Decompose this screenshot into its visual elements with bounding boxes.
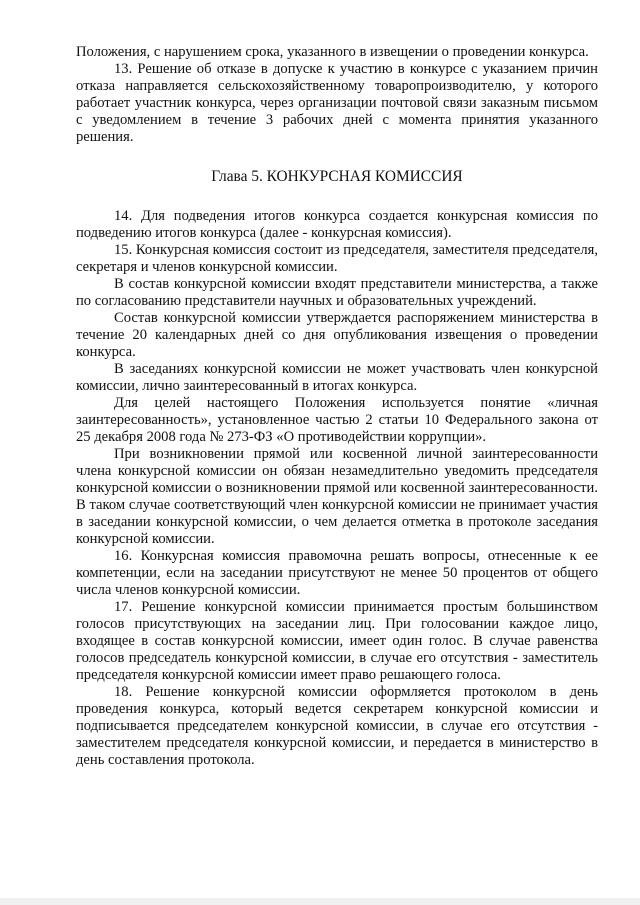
paragraph-continuation: Положения, с нарушением срока, указанного в извещении о проведении конкурса. xyxy=(76,44,589,60)
paragraph-13: 13. Решение об отказе в допуске к участию в конкурсе с указанием причин отказа направляется сельскохозяйственному товаропроизводителю, у которого работает участник конкурса, через организации почтовой связи заказным письмом с уведомлением в течение 3 рабочих дней с момента принятия указанного решения. xyxy=(76,61,598,145)
scan-bottom-edge xyxy=(0,898,640,905)
paragraph-15: 15. Конкурсная комиссия состоит из председателя, заместителя председателя, секретаря и членов конкурсной комиссии. xyxy=(76,242,598,275)
paragraph-15-restriction: В заседаниях конкурсной комиссии не может участвовать член конкурсной комиссии, лично заинтересованный в итогах конкурса. xyxy=(76,361,598,394)
paragraph-18: 18. Решение конкурсной комиссии оформляется протоколом в день проведения конкурса, который ведется секретарем конкурсной комиссии и подписывается председателем конкурсной комиссии, в случае его отсутствия - заместителем председателя конкурсной комиссии, и передается в министерство в день составления протокола. xyxy=(76,684,598,768)
paragraph-16: 16. Конкурсная комиссия правомочна решать вопросы, отнесенные к ее компетенции, если на заседании присутствуют не менее 50 процентов от общего числа членов конкурсной комиссии. xyxy=(76,548,598,598)
paragraph-17: 17. Решение конкурсной комиссии принимается простым большинством голосов присутствующих на заседании лиц. При голосовании каждое лицо, входящее в состав конкурсной комиссии, имеет один голос. В случае равенства голосов председатель конкурсной комиссии, в случае его отсутствия - заместитель председателя конкурсной комиссии имеет право решающего голоса. xyxy=(76,599,598,683)
paragraph-15-approval: Состав конкурсной комиссии утверждается распоряжением министерства в течение 20 календарных дней со дня опубликования извещения о проведении конкурса. xyxy=(76,310,598,360)
paragraph-15-definition: Для целей настоящего Положения используется понятие «личная заинтересованность», установленное частью 2 статьи 10 Федерального закона от 25 декабря 2008 года № 273-ФЗ «О противодействии коррупции». xyxy=(76,395,598,445)
paragraph-15-composition: В состав конкурсной комиссии входят представители министерства, а также по согласованию представители научных и образовательных учреждений. xyxy=(76,276,598,309)
chapter-heading: Глава 5. КОНКУРСНАЯ КОМИССИЯ xyxy=(211,168,463,185)
paragraph-14: 14. Для подведения итогов конкурса создается конкурсная комиссия по подведению итогов конкурса (далее - конкурсная комиссия). xyxy=(76,208,598,241)
document-body xyxy=(76,44,598,769)
paragraph-15-conflict: При возникновении прямой или косвенной личной заинтересованности члена конкурсной комиссии он обязан незамедлительно уведомить председателя конкурсной комиссии о возникновении прямой или косвенной заинтересованности. В таком случае соответствующий член конкурсной комиссии не принимает участия в заседании конкурсной комиссии, о чем делается отметка в протоколе заседания конкурсной комиссии. xyxy=(76,446,598,547)
